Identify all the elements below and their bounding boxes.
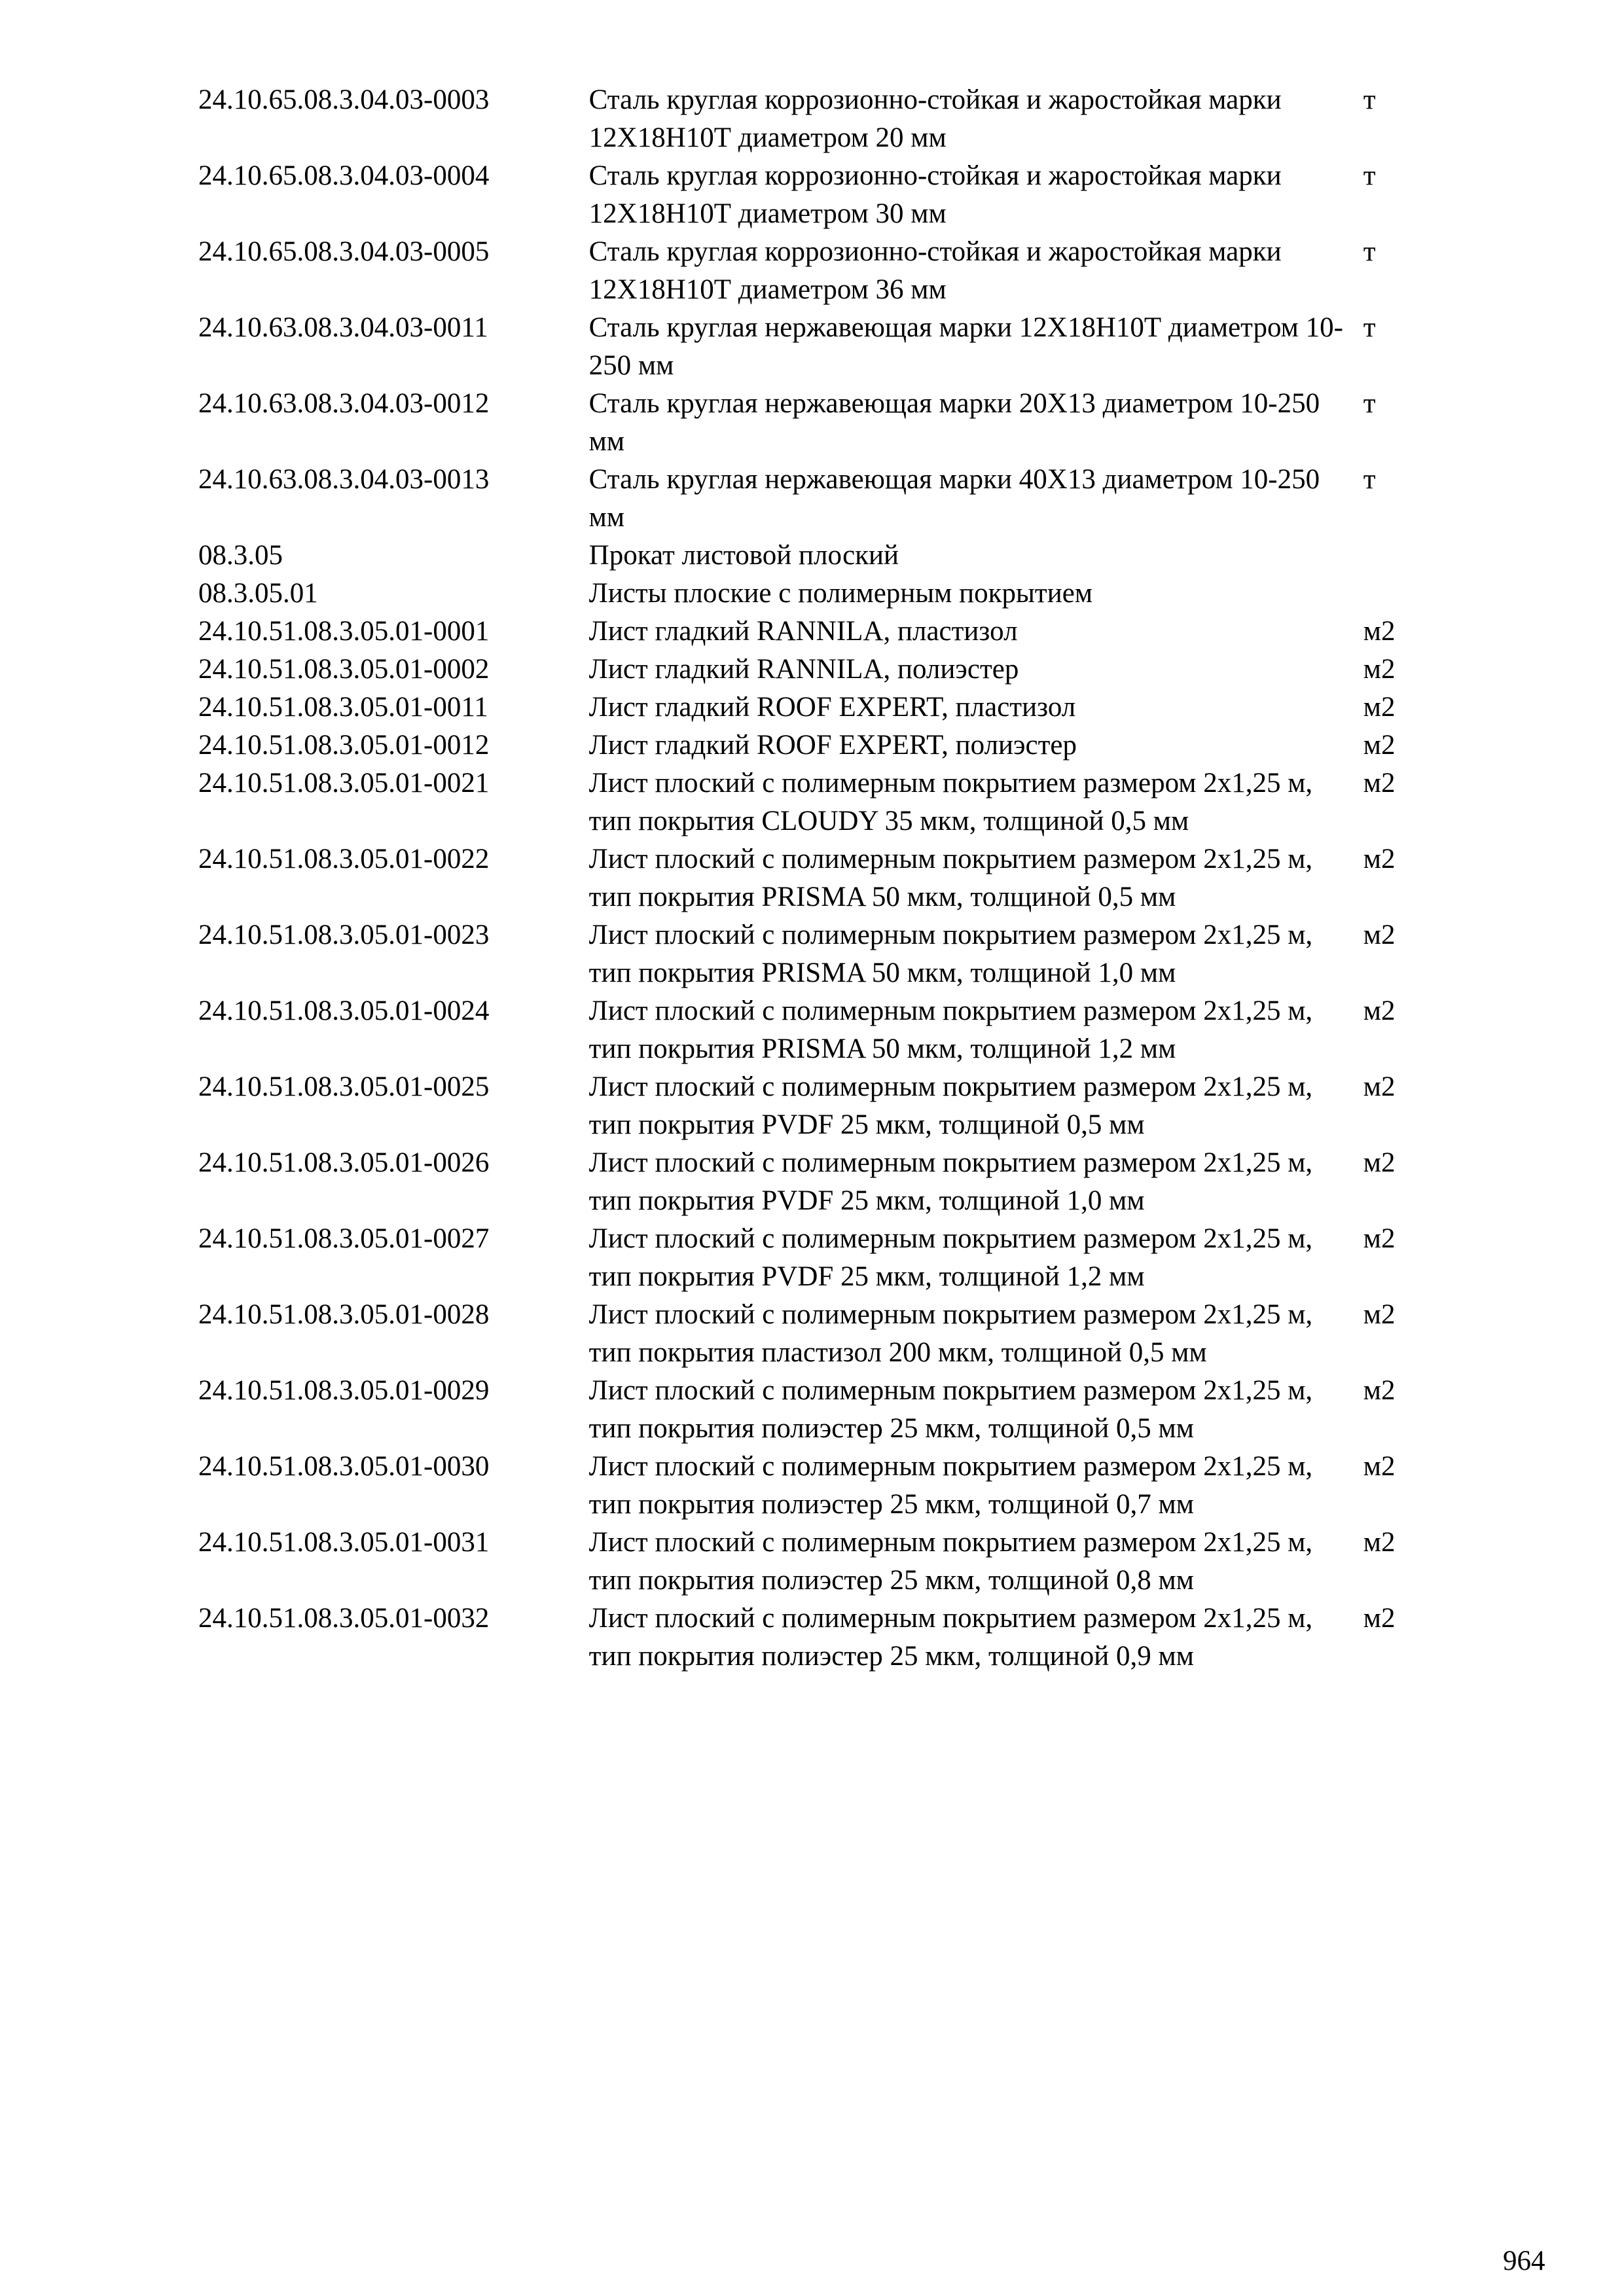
item-unit: м2 [1363, 1451, 1396, 1482]
item-name: Сталь круглая коррозионно-стойкая и жаростойкая марки 12Х18Н10Т диаметром 20 мм [588, 84, 1282, 153]
table-row [198, 1448, 1429, 1524]
table-row [198, 157, 1429, 233]
item-code: 24.10.65.08.3.04.03-0004 [198, 160, 490, 191]
item-code: 24.10.51.08.3.05.01-0029 [198, 1375, 490, 1406]
item-code: 24.10.51.08.3.05.01-0025 [198, 1071, 490, 1102]
item-code: 24.10.51.08.3.05.01-0024 [198, 996, 490, 1026]
table-row [198, 81, 1429, 157]
item-code: 08.3.05.01 [198, 578, 318, 609]
item-name: Лист плоский с полимерным покрытием размером 2х1,25 м, тип покрытия PVDF 25 мкм, толщиной 0,5 мм [588, 1071, 1313, 1140]
table-row [198, 1220, 1429, 1296]
item-code: 24.10.51.08.3.05.01-0030 [198, 1451, 490, 1482]
item-code: 24.10.65.08.3.04.03-0005 [198, 236, 490, 267]
table-row [198, 992, 1429, 1068]
table-row [198, 1144, 1429, 1220]
item-unit: м2 [1363, 1603, 1396, 1634]
table-row [198, 764, 1429, 840]
item-name: Лист плоский с полимерным покрытием размером 2х1,25 м, тип покрытия полиэстер 25 мкм, толщиной 0,9 мм [588, 1603, 1313, 1672]
item-unit: м2 [1363, 616, 1396, 647]
table-row [198, 1524, 1429, 1600]
item-name: Лист плоский с полимерным покрытием размером 2х1,25 м, тип покрытия PRISMA 50 мкм, толщиной 1,2 мм [588, 996, 1313, 1064]
item-name: Лист гладкий RANNILA, пластизол [588, 616, 1018, 647]
item-unit: м2 [1363, 1375, 1396, 1406]
item-name: Сталь круглая коррозионно-стойкая и жаростойкая марки 12Х18Н10Т диаметром 36 мм [588, 236, 1282, 305]
item-code: 08.3.05 [198, 540, 283, 571]
item-unit: м2 [1363, 692, 1396, 723]
item-code: 24.10.51.08.3.05.01-0026 [198, 1147, 490, 1178]
item-name: Лист гладкий ROOF EXPERT, пластизол [588, 692, 1076, 723]
item-name: Сталь круглая коррозионно-стойкая и жаростойкая марки 12Х18Н10Т диаметром 30 мм [588, 160, 1282, 229]
item-unit: м2 [1363, 1299, 1396, 1330]
item-unit: м2 [1363, 1071, 1396, 1102]
item-unit: м2 [1363, 1527, 1396, 1558]
item-code: 24.10.63.08.3.04.03-0012 [198, 388, 490, 419]
item-name: Сталь круглая нержавеющая марки 12Х18Н10Т диаметром 10-250 мм [588, 312, 1343, 381]
item-name: Лист гладкий ROOF EXPERT, полиэстер [588, 730, 1077, 761]
item-unit: м2 [1363, 920, 1396, 950]
item-name: Лист плоский с полимерным покрытием размером 2х1,25 м, тип покрытия PRISMA 50 мкм, толщиной 1,0 мм [588, 920, 1313, 988]
table-row [198, 309, 1429, 385]
item-name: Лист плоский с полимерным покрытием размером 2х1,25 м, тип покрытия CLOUDY 35 мкм, толщиной 0,5 мм [588, 768, 1313, 836]
item-code: 24.10.51.08.3.05.01-0021 [198, 768, 490, 798]
item-unit [1352, 537, 1429, 575]
catalog-body [198, 81, 1429, 1676]
item-code: 24.10.51.08.3.05.01-0012 [198, 730, 490, 761]
item-name: Лист плоский с полимерным покрытием размером 2х1,25 м, тип покрытия PVDF 25 мкм, толщиной 1,2 мм [588, 1223, 1313, 1292]
table-row [198, 840, 1429, 916]
catalog-table [198, 81, 1429, 1676]
item-name: Лист плоский с полимерным покрытием размером 2х1,25 м, тип покрытия пластизол 200 мкм, толщиной 0,5 мм [588, 1299, 1313, 1368]
item-name: Лист плоский с полимерным покрытием размером 2х1,25 м, тип покрытия полиэстер 25 мкм, толщиной 0,8 мм [588, 1527, 1313, 1596]
table-row [198, 613, 1429, 651]
table-row [198, 537, 1429, 575]
table-row [198, 1600, 1429, 1676]
item-unit: м2 [1363, 996, 1396, 1026]
item-name: Сталь круглая нержавеющая марки 40Х13 диаметром 10-250 мм [588, 464, 1320, 533]
item-unit: т [1363, 312, 1376, 343]
item-unit: м2 [1363, 730, 1396, 761]
table-row [198, 461, 1429, 537]
item-code: 24.10.51.08.3.05.01-0027 [198, 1223, 490, 1254]
item-unit: м2 [1363, 1147, 1396, 1178]
table-row [198, 651, 1429, 689]
item-unit: т [1363, 464, 1376, 495]
item-unit: т [1363, 388, 1376, 419]
table-row [198, 1372, 1429, 1448]
item-code: 24.10.63.08.3.04.03-0011 [198, 312, 488, 343]
table-row [198, 575, 1429, 613]
item-code: 24.10.63.08.3.04.03-0013 [198, 464, 490, 495]
item-name: Лист гладкий RANNILA, полиэстер [588, 654, 1019, 685]
table-row [198, 1068, 1429, 1144]
item-name: Лист плоский с полимерным покрытием размером 2х1,25 м, тип покрытия полиэстер 25 мкм, толщиной 0,7 мм [588, 1451, 1313, 1520]
item-unit: т [1363, 160, 1376, 191]
item-code: 24.10.65.08.3.04.03-0003 [198, 84, 490, 115]
table-row [198, 689, 1429, 726]
item-unit: м2 [1363, 844, 1396, 874]
item-code: 24.10.51.08.3.05.01-0002 [198, 654, 490, 685]
page-number: 964 [1503, 2246, 1545, 2276]
item-code: 24.10.51.08.3.05.01-0032 [198, 1603, 490, 1634]
table-row [198, 1296, 1429, 1372]
item-unit: м2 [1363, 768, 1396, 798]
item-unit [1352, 575, 1429, 613]
item-code: 24.10.51.08.3.05.01-0028 [198, 1299, 490, 1330]
item-name: Лист плоский с полимерным покрытием размером 2х1,25 м, тип покрытия полиэстер 25 мкм, толщиной 0,5 мм [588, 1375, 1313, 1444]
item-unit: т [1363, 236, 1376, 267]
item-code: 24.10.51.08.3.05.01-0023 [198, 920, 490, 950]
item-name: Лист плоский с полимерным покрытием размером 2х1,25 м, тип покрытия PRISMA 50 мкм, толщиной 0,5 мм [588, 844, 1313, 912]
item-name: Сталь круглая нержавеющая марки 20Х13 диаметром 10-250 мм [588, 388, 1320, 457]
table-row [198, 726, 1429, 764]
item-code: 24.10.51.08.3.05.01-0001 [198, 616, 490, 647]
table-row [198, 916, 1429, 992]
item-name: Лист плоский с полимерным покрытием размером 2х1,25 м, тип покрытия PVDF 25 мкм, толщиной 1,0 мм [588, 1147, 1313, 1216]
item-unit: м2 [1363, 1223, 1396, 1254]
item-code: 24.10.51.08.3.05.01-0031 [198, 1527, 490, 1558]
table-row [198, 233, 1429, 309]
item-name: Прокат листовой плоский [588, 540, 899, 571]
item-code: 24.10.51.08.3.05.01-0011 [198, 692, 488, 723]
item-unit: т [1363, 84, 1376, 115]
item-unit: м2 [1363, 654, 1396, 685]
item-name: Листы плоские с полимерным покрытием [588, 578, 1093, 609]
table-row [198, 385, 1429, 461]
item-code: 24.10.51.08.3.05.01-0022 [198, 844, 490, 874]
